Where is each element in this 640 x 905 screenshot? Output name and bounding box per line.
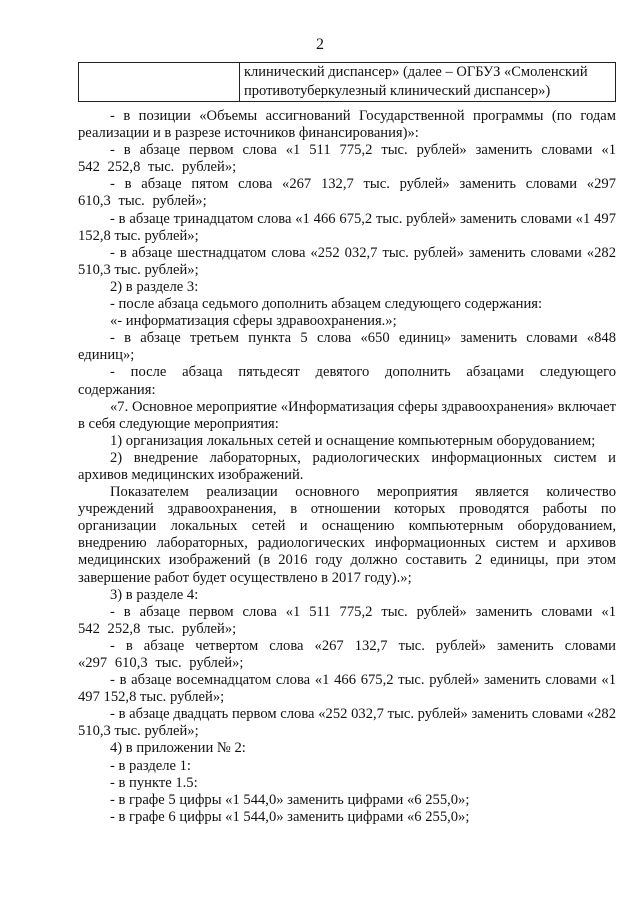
paragraph: - в пункте 1.5: [110, 774, 198, 791]
paragraph: - в абзаце первом слова «1 511 775,2 тыс. рублей» заменить словами «1 542 252,8 тыс. рублей»; [78, 142, 616, 176]
paragraph: - в абзаце первом слова «1 511 775,2 тыс. рублей» заменить словами «1 542 252,8 тыс. рублей»; [78, 603, 616, 637]
table-line: клинический диспансер» (далее – ОГБУЗ «Смоленский [244, 64, 588, 80]
paragraph: - в графе 5 цифры «1 544,0» заменить цифрами «6 255,0»; [110, 791, 470, 808]
paragraph: - в разделе 1: [110, 757, 191, 774]
paragraph: - в абзаце тринадцатом слова «1 466 675,2 тыс. рублей» заменить словами «1 497 152,8 тыс. рублей»; [78, 210, 616, 244]
paragraph: - в абзаце двадцать первом слова «252 032,7 тыс. рублей» заменить словами «282 510,3 тыс. рублей»; [78, 706, 616, 740]
table-text-cell [240, 63, 616, 102]
paragraph: «- информатизация сферы здравоохранения.»; [110, 313, 397, 330]
paragraph: - в позиции «Объемы ассигнований Государственной программы (по годам реализации и в разрезе источников финансирования)»: [78, 108, 616, 142]
paragraph: 4) в приложении № 2: [110, 740, 246, 757]
table-line: противотуберкулезный клинический диспансер») [244, 83, 551, 99]
paragraph: - в графе 6 цифры «1 544,0» заменить цифрами «6 255,0»; [110, 808, 470, 825]
paragraph: - в абзаце восемнадцатом слова «1 466 675,2 тыс. рублей» заменить словами «1 497 152,8 тыс. рублей»; [78, 672, 616, 706]
paragraph: - в абзаце третьем пункта 5 слова «650 единиц» заменить словами «848 единиц»; [78, 330, 616, 364]
table-row [79, 63, 616, 102]
paragraph: - в абзаце пятом слова «267 132,7 тыс. рублей» заменить словами «297 610,3 тыс. рублей»; [78, 176, 616, 210]
paragraph: 2) внедрение лабораторных, радиологических информационных систем и архивов медицинских изображений. [78, 449, 616, 483]
paragraph: - после абзаца пятьдесят девятого дополнить абзацами следующего содержания: [78, 364, 616, 398]
paragraph: Показателем реализации основного мероприятия является количество учреждений здравоохранения, в отношении которых проводятся работы по организации локальных сетей и оснащению компьютерным оборудованием, внедрению лабораторных, радиологических информационных систем и архивов медицинских изображений (в 2016 году должно составить 2 единицы, при этом завершение работ будет осуществлено в 2017 году).»; [78, 484, 616, 586]
continuation-table [78, 62, 616, 102]
paragraph: 2) в разделе 3: [110, 278, 199, 295]
paragraph: «7. Основное мероприятие «Информатизация сферы здравоохранения» включает в себя следующие мероприятия: [78, 398, 616, 432]
document-body [78, 108, 616, 826]
table-empty-cell [79, 63, 240, 102]
page-number: 2 [316, 36, 324, 53]
paragraph: - в абзаце шестнадцатом слова «252 032,7 тыс. рублей» заменить словами «282 510,3 тыс. рублей»; [78, 244, 616, 278]
paragraph: 3) в разделе 4: [110, 586, 199, 603]
paragraph: - после абзаца седьмого дополнить абзацем следующего содержания: [110, 296, 543, 313]
paragraph: 1) организация локальных сетей и оснащение компьютерным оборудованием; [110, 432, 596, 449]
paragraph: - в абзаце четвертом слова «267 132,7 тыс. рублей» заменить словами «297 610,3 тыс. рублей»; [78, 637, 616, 671]
